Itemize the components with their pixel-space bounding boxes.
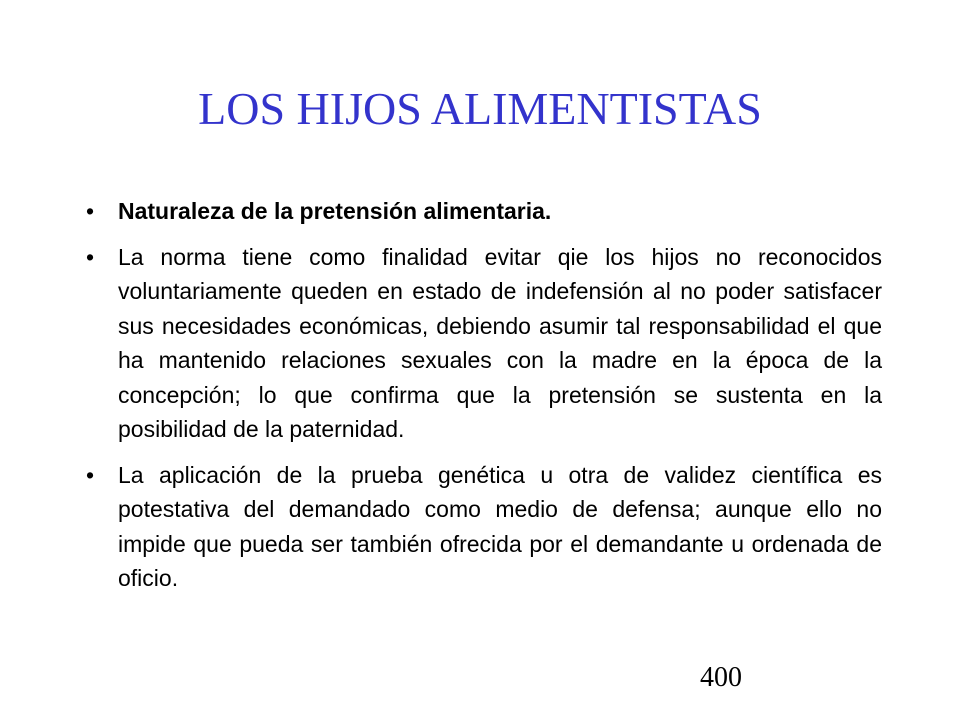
bullet-item-purpose <box>86 240 882 447</box>
bullet-text: La norma tiene como finalidad evitar qie los hijos no reconocidos voluntariamente queden en estado de indefensión al no poder satisfacer sus necesidades económicas, debiendo asumir tal responsabilidad el que ha mantenido relaciones sexuales con la madre en la época de la concepción; lo que confirma que la pretensión se sustenta en la posibilidad de la paternidad. <box>118 243 882 442</box>
bullet-item-nature <box>86 194 882 229</box>
bullet-text: La aplicación de la prueba genética u otra de validez científica es potestativa del demandado como medio de defensa; aunque ello no impide que pueda ser también ofrecida por el demandante u ordenada de oficio. <box>118 461 882 591</box>
bullet-list <box>86 194 882 607</box>
bullet-icon: • <box>86 461 95 488</box>
bullet-icon: • <box>86 198 95 224</box>
page-number: 400 <box>700 662 742 693</box>
bullet-icon: • <box>86 243 95 270</box>
bullet-item-genetic-test <box>86 458 882 596</box>
bullet-text: Naturaleza de la pretensión alimentaria. <box>118 198 552 224</box>
slide-title: LOS HIJOS ALIMENTISTAS <box>198 83 762 134</box>
